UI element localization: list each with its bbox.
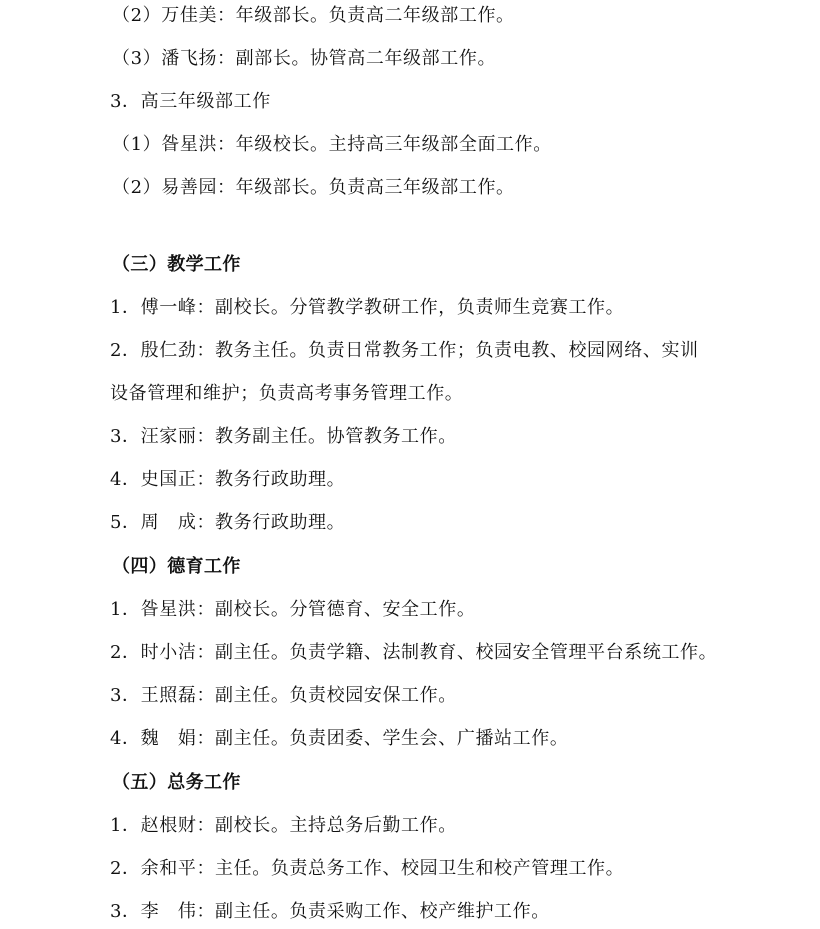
text-line: 1．傅一峰：副校长。分管教学教研工作，负责师生竞赛工作。	[110, 297, 625, 318]
text-line: 2．余和平：主任。负责总务工作、校园卫生和校产管理工作。	[110, 858, 625, 879]
text-line: （1）昝星洪：年级校长。主持高三年级部全面工作。	[112, 134, 552, 155]
text-line: 1．昝星洪：副校长。分管德育、安全工作。	[110, 599, 476, 620]
text-line: 1．赵根财：副校长。主持总务后勤工作。	[110, 815, 457, 836]
section-heading: （五）总务工作	[112, 772, 241, 793]
text-line: （3）潘飞扬：副部长。协管高二年级部工作。	[112, 48, 497, 69]
text-line: 3．王照磊：副主任。负责校园安保工作。	[110, 685, 457, 706]
section-heading: （三）教学工作	[112, 254, 241, 275]
text-line: 2．殷仁劲：教务主任。负责日常教务工作；负责电教、校园网络、实训	[110, 340, 699, 361]
text-line: 4．史国正：教务行政助理。	[110, 469, 346, 490]
text-line: 4．魏 娟：副主任。负责团委、学生会、广播站工作。	[110, 728, 569, 749]
text-line: 2．时小洁：副主任。负责学籍、法制教育、校园安全管理平台系统工作。	[110, 642, 718, 663]
text-line: 3．李 伟：副主任。负责采购工作、校产维护工作。	[110, 901, 550, 922]
text-line: 设备管理和维护；负责高考事务管理工作。	[110, 383, 464, 404]
section-heading: （四）德育工作	[112, 556, 241, 577]
text-line: 3．高三年级部工作	[110, 91, 271, 112]
text-line: 5．周 成：教务行政助理。	[110, 512, 346, 533]
text-line: （2）易善园：年级部长。负责高三年级部工作。	[112, 177, 515, 198]
text-line: 3．汪家丽：教务副主任。协管教务工作。	[110, 426, 457, 447]
text-line: （2）万佳美：年级部长。负责高二年级部工作。	[112, 5, 515, 26]
